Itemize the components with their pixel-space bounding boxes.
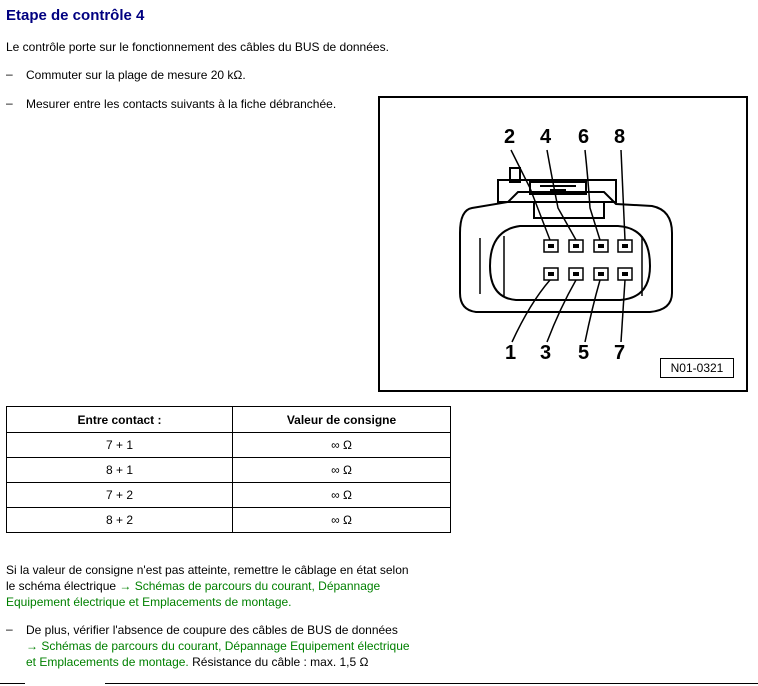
page-title: Etape de contrôle 4	[6, 7, 145, 24]
cable-resistance-text: Résistance du câble : max. 1,5 Ω	[188, 655, 369, 669]
pin-label-5: 5	[578, 342, 590, 364]
wiring-diagram-link[interactable]: Equipement électrique et Emplacements de montage.	[6, 595, 292, 609]
bullet-line	[26, 638, 410, 654]
pin-label-4: 4	[540, 126, 552, 148]
cell-value: ∞ Ω	[233, 483, 451, 508]
pin-label-8: 8	[614, 126, 626, 148]
wiring-diagram-link[interactable]: → Schémas de parcours du courant, Dépannage	[119, 579, 381, 593]
figure-reference: N01-0321	[660, 358, 734, 378]
cell-value: ∞ Ω	[233, 508, 451, 533]
cell-value: ∞ Ω	[233, 433, 451, 458]
pin-label-7: 7	[614, 342, 626, 364]
divider	[0, 683, 25, 684]
bullet-dash: –	[6, 67, 13, 81]
pin-label-1: 1	[505, 342, 517, 364]
header-value: Valeur de consigne	[233, 407, 451, 433]
wiring-diagram-link[interactable]: → Schémas de parcours du courant, Dépannage Equipement électrique	[26, 639, 410, 653]
note-paragraph	[6, 562, 409, 610]
connector-diagram	[380, 98, 746, 390]
note-line	[6, 594, 409, 610]
bullet-bus-cable-check	[26, 622, 410, 670]
pin-label-2: 2	[504, 126, 516, 148]
note-prefix: le schéma électrique	[6, 579, 120, 593]
contact-table	[6, 406, 451, 533]
cell-contact: 8 + 2	[7, 508, 233, 533]
cell-contact: 7 + 2	[7, 483, 233, 508]
cell-value: ∞ Ω	[233, 458, 451, 483]
bullet-dash: –	[6, 622, 13, 636]
cell-contact: 8 + 1	[7, 458, 233, 483]
bullet-line: De plus, vérifier l'absence de coupure des câbles de BUS de données	[26, 623, 398, 637]
table-header-row	[7, 407, 451, 433]
bullet-measure-contacts: Mesurer entre les contacts suivants à la fiche débranchée.	[26, 97, 337, 111]
pin-label-6: 6	[578, 126, 590, 148]
note-line	[6, 578, 409, 594]
cell-contact: 7 + 1	[7, 433, 233, 458]
intro-text: Le contrôle porte sur le fonctionnement des câbles du BUS de données.	[6, 40, 389, 54]
table-row	[7, 458, 451, 483]
header-contact: Entre contact :	[7, 407, 233, 433]
wiring-diagram-link[interactable]: et Emplacements de montage.	[26, 655, 189, 669]
pin-label-3: 3	[540, 342, 552, 364]
divider	[105, 683, 758, 684]
note-line: Si la valeur de consigne n'est pas atteinte, remettre le câblage en état selon	[6, 563, 409, 577]
bullet-measure-range: Commuter sur la plage de mesure 20 kΩ.	[26, 68, 246, 82]
connector-figure	[378, 96, 748, 392]
table-row	[7, 433, 451, 458]
table-row	[7, 483, 451, 508]
bullet-dash: –	[6, 96, 13, 110]
bullet-line	[26, 654, 410, 670]
table-row	[7, 508, 451, 533]
